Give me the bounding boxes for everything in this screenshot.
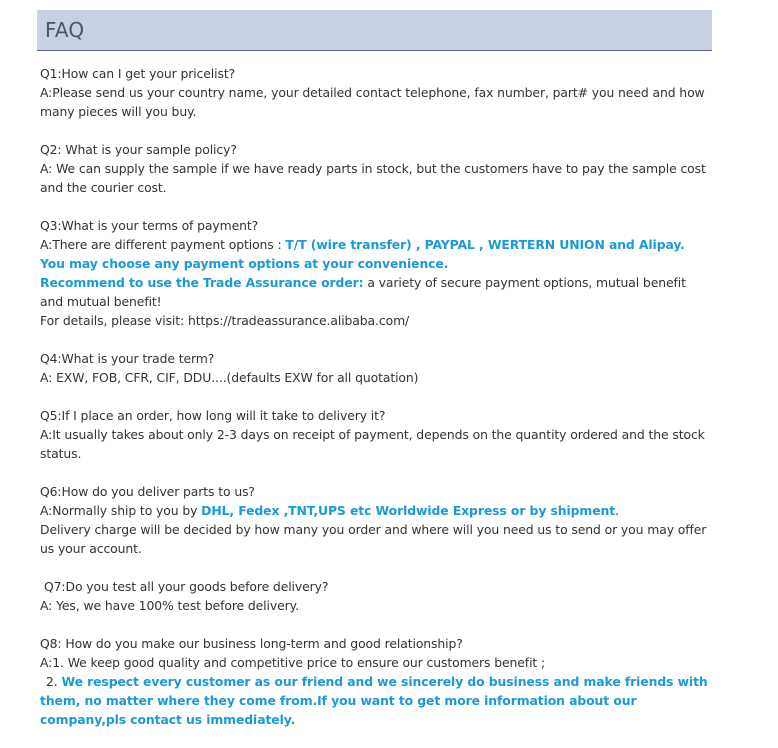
question-q1: Q1:How can I get your pricelist?	[40, 66, 236, 81]
faq-header	[37, 10, 712, 51]
answer-q3-prefix: A:There are different payment options :	[40, 237, 286, 252]
question-q7: Q7:Do you test all your goods before delivery?	[44, 579, 329, 594]
faq-title: FAQ	[45, 18, 85, 42]
answer-q2: A: We can supply the sample if we have ready parts in stock, but the customers have to pay the sample cost and the courier cost.	[40, 161, 706, 195]
question-q6: Q6:How do you deliver parts to us?	[40, 484, 255, 499]
trade-assurance-text: a variety of secure payment options, mutual benefit and mutual benefit!	[40, 275, 686, 309]
faq-content	[40, 64, 708, 748]
delivery-charge-text: Delivery charge will be decided by how many you order and where will you need us to send or you may offer us your account.	[40, 522, 707, 556]
answer-q6	[40, 501, 708, 520]
answer-q7: A: Yes, we have 100% test before delivery.	[40, 598, 299, 613]
trade-assurance-recommendation	[40, 273, 708, 311]
question-q2: Q2: What is your sample policy?	[40, 142, 237, 157]
faq-item-q4	[40, 349, 708, 387]
question-q8: Q8: How do you make our business long-term and good relationship?	[40, 636, 463, 651]
answer-q4: A: EXW, FOB, CFR, CIF, DDU....(defaults EXW for all quotation)	[40, 370, 419, 385]
answer-q6-prefix: A:Normally ship to you by	[40, 503, 202, 518]
faq-item-q7	[40, 577, 708, 615]
customer-relationship-highlight: We respect every customer as our friend and we sincerely do business and make friends with them, no matter where they come from.If you want to get more information about our company,pls contact us immediately.	[40, 674, 708, 727]
question-q4: Q4:What is your trade term?	[40, 351, 215, 366]
faq-item-q6	[40, 482, 708, 558]
answer-q6-suffix: .	[615, 503, 619, 518]
answer-q8-point-1: A:1. We keep good quality and competitive price to ensure our customers benefit ;	[40, 655, 546, 670]
faq-item-q5	[40, 406, 708, 463]
answer-q1: A:Please send us your country name, your detailed contact telephone, fax number, part# you need and how many pieces will you buy.	[40, 85, 705, 119]
answer-q8-point-2-number: 2.	[46, 674, 62, 689]
trade-assurance-highlight: Recommend to use the Trade Assurance order:	[40, 275, 364, 290]
faq-item-q2	[40, 140, 708, 197]
payment-options-highlight: T/T (wire transfer) , PAYPAL , WERTERN UNION and Alipay. You may choose any payment options at your convenience.	[40, 237, 685, 271]
question-q3: Q3:What is your terms of payment?	[40, 218, 259, 233]
answer-q8-point-2	[40, 672, 708, 729]
question-q5: Q5:If I place an order, how long will it take to delivery it?	[40, 408, 386, 423]
trade-assurance-details: For details, please visit: https://tradeassurance.alibaba.com/	[40, 313, 410, 328]
faq-item-q8	[40, 634, 708, 729]
answer-q3	[40, 235, 708, 273]
faq-item-q1	[40, 64, 708, 121]
answer-q5: A:It usually takes about only 2-3 days on receipt of payment, depends on the quantity ordered and the stock status.	[40, 427, 705, 461]
shipping-methods-highlight: DHL, Fedex ,TNT,UPS etc Worldwide Express or by shipment	[201, 503, 616, 518]
faq-item-q3	[40, 216, 708, 330]
